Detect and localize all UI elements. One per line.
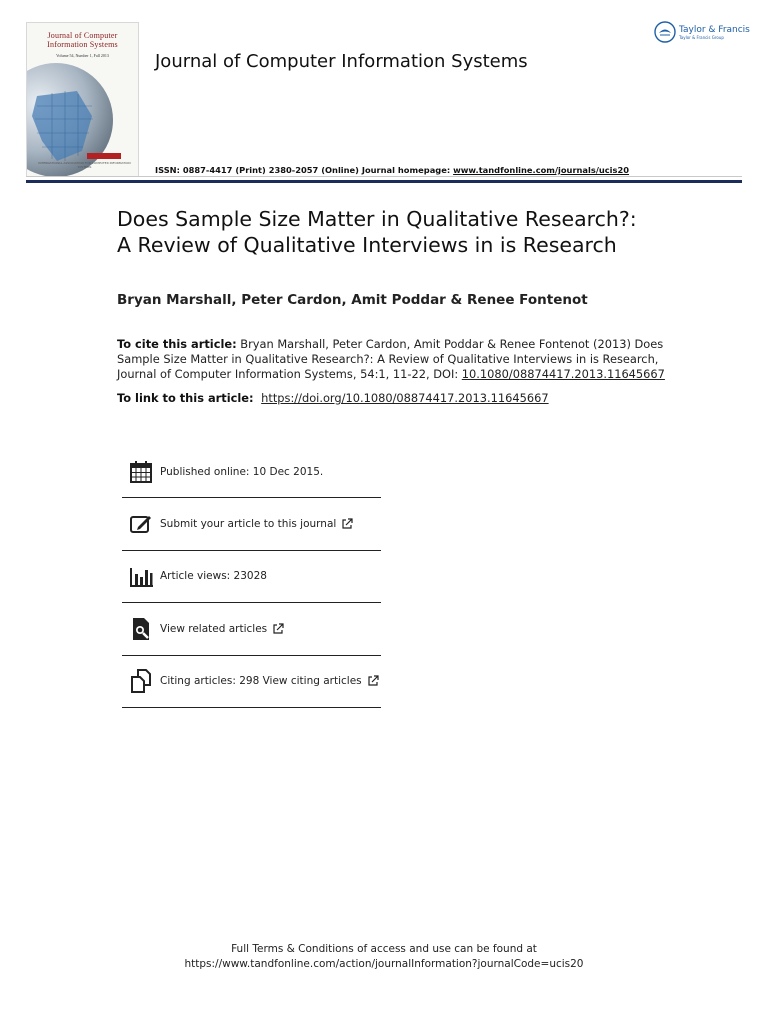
- journal-title: Journal of Computer Information Systems: [155, 51, 528, 72]
- article-title-line1: Does Sample Size Matter in Qualitative Research?:: [117, 207, 637, 231]
- article-title-line2: A Review of Qualitative Interviews in is Research: [117, 233, 617, 257]
- external-link-icon: [272, 623, 284, 635]
- published-date: Published online: 10 Dec 2015.: [160, 465, 324, 478]
- cite-text: Bryan Marshall, Peter Cardon, Amit Poddar & Renee Fontenot (2013) Does Sample Size Matter in Qualitative Research?: A Review of Qualitative Interviews in is Research, Journal of Computer Information Systems, 54:1, 11-22, DOI:: [117, 337, 664, 381]
- cover-volume: Volume 54, Number 1, Fall 2013: [56, 53, 109, 58]
- article-link: [117, 391, 549, 405]
- related-articles-row[interactable]: [122, 603, 381, 656]
- article-info-list: [122, 446, 381, 708]
- edit-icon: [127, 510, 155, 538]
- cover-footer: INTERNATIONAL ASSOCIATION FOR COMPUTER INFORMATION SYSTEMS: [38, 161, 131, 169]
- publisher-logo[interactable]: [654, 21, 750, 43]
- cover-title: [27, 31, 138, 49]
- globe-icon: [26, 61, 115, 177]
- bar-chart-icon: [127, 562, 155, 590]
- article-views: Article views: 23028: [160, 570, 267, 583]
- issn-line: [155, 165, 629, 175]
- external-link-icon: [341, 518, 353, 530]
- external-link-icon: [367, 675, 379, 687]
- citing-articles-row[interactable]: [122, 656, 381, 709]
- header-thin-rule: [26, 176, 742, 177]
- search-document-icon: [127, 615, 155, 643]
- article-views-row: [122, 551, 381, 604]
- article-doi-link[interactable]: https://doi.org/10.1080/08874417.2013.11645667: [261, 391, 549, 405]
- cite-label: To cite this article:: [117, 337, 237, 351]
- calendar-icon: [127, 458, 155, 486]
- publisher-name: Taylor & Francis: [679, 24, 750, 35]
- taylor-francis-icon: [654, 21, 676, 43]
- article-authors: Bryan Marshall, Peter Cardon, Amit Poddar & Renee Fontenot: [117, 292, 588, 308]
- issn-text: ISSN: 0887-4417 (Print) 2380-2057 (Online) Journal homepage:: [155, 165, 454, 175]
- published-row: [122, 446, 381, 498]
- cover-title-line2: Information Systems: [47, 40, 118, 49]
- citing-documents-icon: [127, 667, 155, 695]
- cite-doi-link[interactable]: 10.1080/08874417.2013.11645667: [461, 367, 665, 381]
- header-rule: [26, 180, 742, 183]
- link-label: To link to this article:: [117, 391, 258, 405]
- journal-cover-image: [26, 22, 139, 177]
- submit-article-link[interactable]: Submit your article to this journal: [160, 517, 337, 530]
- citing-articles-link[interactable]: Citing articles: 298 View citing articles: [160, 675, 362, 688]
- cover-title-line1: Journal of Computer: [47, 31, 118, 40]
- terms-footer: [0, 942, 768, 972]
- journal-homepage-link[interactable]: www.tandfonline.com/journals/ucis20: [453, 165, 630, 175]
- terms-text: Full Terms & Conditions of access and use can be found at: [231, 943, 537, 955]
- submit-article-row[interactable]: [122, 498, 381, 551]
- article-title: [117, 206, 717, 258]
- publisher-group: Taylor & Francis Group: [679, 34, 724, 40]
- citation: [117, 337, 677, 382]
- related-articles-link[interactable]: View related articles: [160, 622, 268, 635]
- cover-badge: [87, 153, 121, 159]
- terms-url[interactable]: https://www.tandfonline.com/action/journalInformation?journalCode=ucis20: [184, 958, 584, 970]
